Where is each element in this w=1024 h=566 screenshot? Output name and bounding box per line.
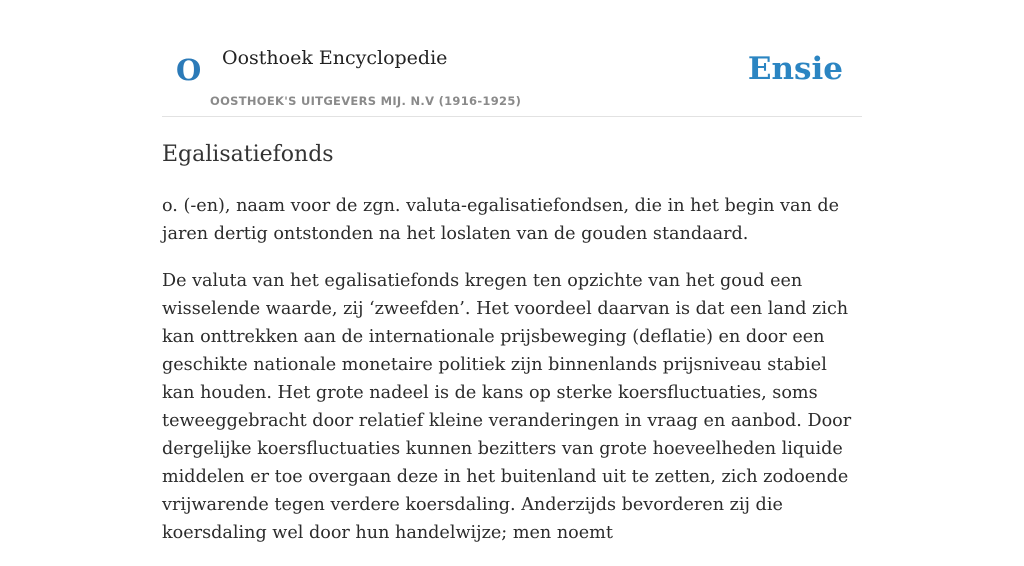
entry-title: Egalisatiefonds	[162, 142, 334, 167]
brand-logo-link[interactable]: Ensie	[747, 51, 843, 87]
publisher-label: OOSTHOEK'S UITGEVERS MIJ. N.V (1916-1925)	[210, 94, 522, 108]
book-title[interactable]: Oosthoek Encyclopedie	[222, 47, 448, 69]
header	[162, 0, 862, 117]
page	[162, 0, 862, 543]
entry-body	[162, 192, 862, 566]
entry-paragraph: De valuta van het egalisatiefonds kregen ten opzichte van het goud een wisselende waarde, zij ‘zweefden’. Het voordeel daarvan is dat een land zich kan onttrekken aan de internationale prijsbeweging (deflatie) en door een geschikte nationale monetaire politiek zijn binnenlands prijsniveau stabiel kan houden. Het grote nadeel is de kans op sterke koersfluctuaties, soms teweeggebracht door relatief kleine veranderingen in vraag en aanbod. Door dergelijke koersfluctuaties kunnen bezitters van grote hoeveelheden liquide middelen er toe overgaan deze in het buitenland uit te zetten, zich zodoende vrijwarende tegen verdere koersdaling. Anderzijds bevorderen zij die koersdaling wel door hun handelwijze; men noemt	[162, 271, 852, 543]
book-logo[interactable]: O	[176, 53, 202, 87]
entry-paragraph: o. (-en), naam voor de zgn. valuta-egalisatiefondsen, die in het begin van de jaren dertig ontstonden na het loslaten van de gouden standaard.	[162, 196, 840, 244]
